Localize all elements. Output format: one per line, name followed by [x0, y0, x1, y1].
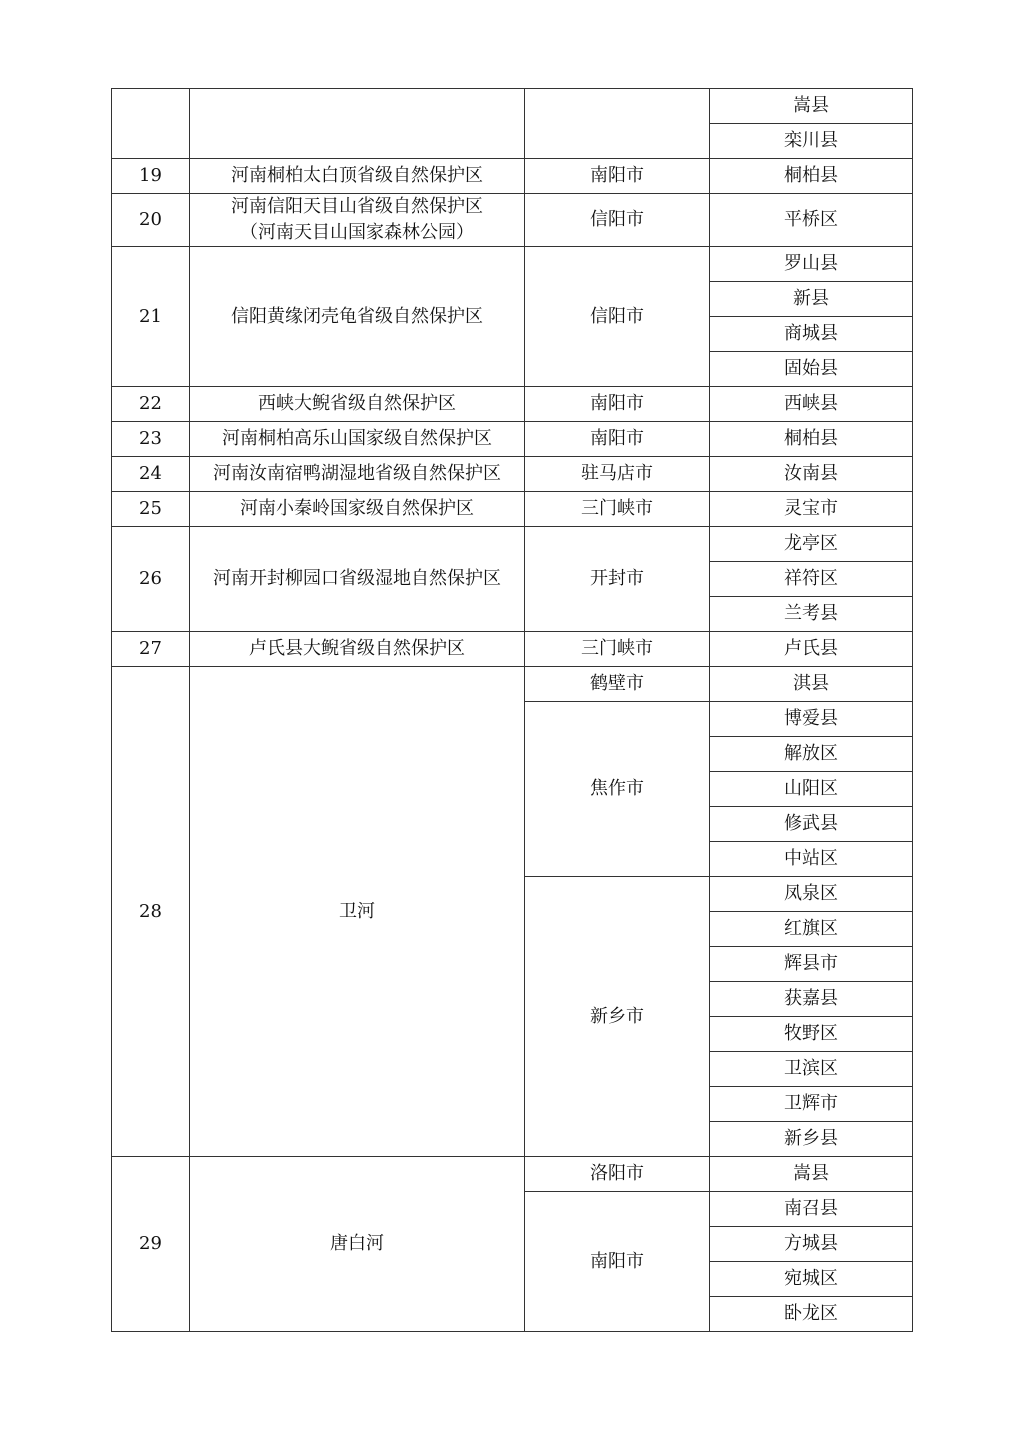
county-cell: 山阳区: [710, 772, 913, 807]
county-cell: 获嘉县: [710, 982, 913, 1017]
city-cell: 南阳市: [525, 159, 710, 194]
row-number: 21: [112, 247, 190, 387]
area-name-cell: [190, 387, 525, 422]
county-cell: 新乡县: [710, 1122, 913, 1157]
area-name: 卢氏县大鲵省级自然保护区: [249, 638, 465, 659]
table-row: [112, 159, 913, 194]
county-cell: 栾川县: [710, 124, 913, 159]
row-number: 28: [112, 667, 190, 1157]
city-cell: 三门峡市: [525, 492, 710, 527]
county-cell: 博爱县: [710, 702, 913, 737]
county-cell: 淇县: [710, 667, 913, 702]
area-name-cell: [190, 89, 525, 159]
area-name-cell: [190, 422, 525, 457]
area-name-cell: [190, 159, 525, 194]
city-cell: [525, 89, 710, 159]
area-name: 河南开封柳园口省级湿地自然保护区: [213, 568, 501, 589]
area-name: 河南信阳天目山省级自然保护区: [231, 196, 483, 217]
area-name: 唐白河: [330, 1233, 384, 1254]
row-number: 23: [112, 422, 190, 457]
area-name-cell: [190, 1157, 525, 1332]
county-cell: 宛城区: [710, 1262, 913, 1297]
county-cell: 卫滨区: [710, 1052, 913, 1087]
county-cell: 西峡县: [710, 387, 913, 422]
area-name-cell: [190, 194, 525, 247]
county-cell: 商城县: [710, 317, 913, 352]
county-cell: 南召县: [710, 1192, 913, 1227]
area-name-cell: [190, 457, 525, 492]
table-row: [112, 387, 913, 422]
county-cell: 卢氏县: [710, 632, 913, 667]
county-cell: 卫辉市: [710, 1087, 913, 1122]
county-cell: 灵宝市: [710, 492, 913, 527]
area-name: 卫河: [339, 900, 375, 922]
county-cell: 罗山县: [710, 247, 913, 282]
county-cell: 辉县市: [710, 947, 913, 982]
city-cell: 南阳市: [525, 387, 710, 422]
county-cell: 嵩县: [710, 89, 913, 124]
city-cell: 焦作市: [525, 702, 710, 877]
city-cell: 洛阳市: [525, 1157, 710, 1192]
table-row: [112, 89, 913, 124]
city-cell: 南阳市: [525, 422, 710, 457]
area-name: 河南汝南宿鸭湖湿地省级自然保护区: [213, 463, 501, 484]
area-name: 河南桐柏太白顶省级自然保护区: [231, 165, 483, 186]
row-number: [112, 89, 190, 159]
area-name-alias: （河南天目山国家森林公园）: [240, 222, 474, 243]
area-name-cell: [190, 247, 525, 387]
row-number: 29: [112, 1157, 190, 1332]
county-cell: 兰考县: [710, 597, 913, 632]
city-cell: 开封市: [525, 527, 710, 632]
city-cell: 三门峡市: [525, 632, 710, 667]
row-number: 22: [112, 387, 190, 422]
row-number: 19: [112, 159, 190, 194]
table-row: [112, 194, 913, 247]
protected-area-table: [111, 88, 913, 1332]
area-name: 西峡大鲵省级自然保护区: [258, 393, 456, 414]
table-row: [112, 422, 913, 457]
county-cell: 中站区: [710, 842, 913, 877]
table-row: [112, 632, 913, 667]
county-cell: 固始县: [710, 352, 913, 387]
county-cell: 嵩县: [710, 1157, 913, 1192]
county-cell: 桐柏县: [710, 159, 913, 194]
county-cell: 新县: [710, 282, 913, 317]
row-number: 20: [112, 194, 190, 247]
county-cell: 牧野区: [710, 1017, 913, 1052]
county-cell: 解放区: [710, 737, 913, 772]
area-name-cell: [190, 632, 525, 667]
county-cell: 平桥区: [710, 194, 913, 247]
table-row: [112, 667, 913, 702]
table-row: [112, 1157, 913, 1192]
county-cell: 方城县: [710, 1227, 913, 1262]
county-cell: 红旗区: [710, 912, 913, 947]
area-name-cell: [190, 527, 525, 632]
city-cell: 南阳市: [525, 1192, 710, 1332]
table-body: [112, 89, 913, 1332]
area-name: 河南小秦岭国家级自然保护区: [240, 498, 474, 519]
table-row: [112, 527, 913, 562]
county-cell: 汝南县: [710, 457, 913, 492]
area-name: 信阳黄缘闭壳龟省级自然保护区: [231, 305, 483, 327]
county-cell: 祥符区: [710, 562, 913, 597]
row-number: 26: [112, 527, 190, 632]
row-number: 24: [112, 457, 190, 492]
table-row: [112, 457, 913, 492]
county-cell: 卧龙区: [710, 1297, 913, 1332]
city-cell: 信阳市: [525, 247, 710, 387]
county-cell: 桐柏县: [710, 422, 913, 457]
table-row: [112, 247, 913, 282]
row-number: 27: [112, 632, 190, 667]
area-name-cell: [190, 492, 525, 527]
city-cell: 新乡市: [525, 877, 710, 1157]
county-cell: 修武县: [710, 807, 913, 842]
city-cell: 驻马店市: [525, 457, 710, 492]
city-cell: 鹤壁市: [525, 667, 710, 702]
county-cell: 凤泉区: [710, 877, 913, 912]
area-name: 河南桐柏高乐山国家级自然保护区: [222, 428, 492, 449]
county-cell: 龙亭区: [710, 527, 913, 562]
city-cell: 信阳市: [525, 194, 710, 247]
area-name-cell: [190, 667, 525, 1157]
table-row: [112, 492, 913, 527]
row-number: 25: [112, 492, 190, 527]
